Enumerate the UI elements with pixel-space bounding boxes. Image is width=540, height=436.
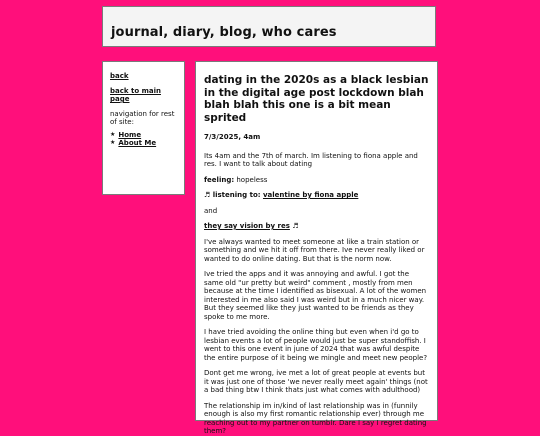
post-date: 7/3/2025, 4am <box>204 133 261 141</box>
feeling-label: feeling: <box>204 175 235 184</box>
sidebar <box>102 61 185 195</box>
star-icon: ★ <box>110 131 116 138</box>
paragraph-3: I have tried avoiding the online thing but even when i'd go to lesbian events a lot of people would just be super standoffish. I went to this one event in june of 2024 that was awful despite the entire purpose of it being we mingle and meet new people? <box>204 328 428 362</box>
back-to-main-link[interactable]: back to main page <box>110 87 161 103</box>
post-content <box>195 61 438 435</box>
music-note-icon: ♬ <box>204 191 211 199</box>
music-note-icon: ♬ <box>289 222 299 230</box>
feeling-line <box>204 176 429 185</box>
listening-label: listening to: <box>210 191 263 199</box>
site-title: journal, diary, blog, who cares <box>111 25 337 40</box>
post-title: dating in the 2020s as a black lesbian in the digital age post lockdown blah blah blah this one is a bit mean sprited <box>204 74 429 124</box>
second-song-line <box>204 222 429 231</box>
song-link-valentine[interactable]: valentine by fiona apple <box>262 191 359 199</box>
nav-heading: navigation for rest of site: <box>110 110 175 126</box>
and-text: and <box>204 206 218 215</box>
feeling-value: hopeless <box>234 175 268 184</box>
song-link-they-say-vision[interactable]: they say vision by res <box>204 222 290 230</box>
back-link[interactable]: back <box>110 72 129 80</box>
star-icon: ★ <box>110 139 116 146</box>
nav-item-home <box>110 131 177 139</box>
nav-link-about-me[interactable]: About Me <box>118 139 157 147</box>
site-header <box>102 6 436 47</box>
nav-link-home[interactable]: Home <box>118 131 142 139</box>
paragraph-1: I've always wanted to meet someone at like a train station or something and we hit it off from there. Ive never really liked or wanted to do online dating. But that is the norm now. <box>204 237 425 263</box>
listening-line <box>204 191 429 200</box>
paragraph-2: Ive tried the apps and it was annoying and awful. I got the same old "ur pretty but weird" comment , mostly from men because at the time I identified as bisexual. A lot of the women interested in me also said I was weird but in a much nicer way. But they seemed like they just wanted to be friends as they spoke to me more. <box>204 270 427 321</box>
paragraph-5: The relationship im in/kind of last relationship was in (funnily enough is also my first romantic relationship ever) through me reaching out to my partner on tumblr. Dare I say I regret dating them? <box>204 401 427 435</box>
nav-list <box>110 131 177 147</box>
paragraph-4: Dont get me wrong, ive met a lot of great people at events but it was just one of those 'we never really meet again' things (not a bad thing btw I think thats just what comes with adulthood) <box>204 369 428 394</box>
nav-item-about <box>110 139 177 147</box>
post-intro: Its 4am and the 7th of march. Im listening to fiona apple and res. I want to talk about dating <box>204 151 418 168</box>
